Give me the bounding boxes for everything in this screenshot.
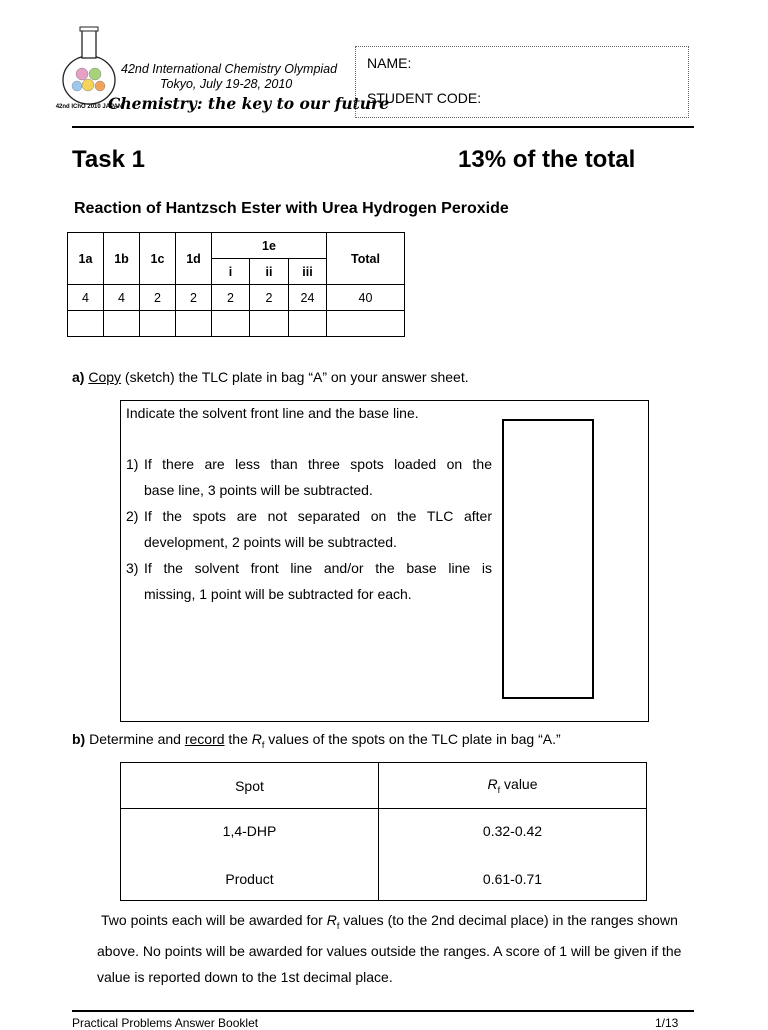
- score-points-total: 40: [327, 285, 405, 311]
- rf-col-spot-header: Spot: [121, 763, 379, 809]
- score-points: 4: [104, 285, 140, 311]
- part-a-instruction: [72, 369, 469, 385]
- task-percent: 13% of the total: [458, 146, 636, 173]
- score-entry-cell[interactable]: [104, 311, 140, 337]
- task-subtitle: Reaction of Hantzsch Ester with Urea Hydrogen Peroxide: [74, 200, 509, 217]
- score-entry-cell[interactable]: [250, 311, 289, 337]
- score-subheader: i: [212, 259, 250, 285]
- rf-symbol: R: [487, 776, 498, 793]
- rule-text: If the spots are not separated on the TLC after: [144, 508, 492, 524]
- footer-rule: [72, 1010, 694, 1012]
- rf-symbol: R: [251, 731, 262, 747]
- rule-text: If the solvent front line and/or the base line is: [144, 560, 492, 576]
- header-slogan: Chemistry: the key to our future: [108, 94, 390, 113]
- part-b-text: Determine and: [85, 731, 185, 747]
- note-text: values (to the 2nd decimal place) in the ranges shown above. No points will be awarded for values outside the ranges. A score of 1 will be given if the value is reported down to the 1st decimal place.: [97, 912, 682, 985]
- rf-table: [120, 762, 647, 901]
- rf-value: 0.32-0.42: [482, 822, 543, 839]
- name-label: NAME:: [367, 55, 412, 71]
- footer-booklet-title: Practical Problems Answer Booklet: [72, 1016, 259, 1030]
- part-a-verb: Copy: [88, 369, 122, 385]
- score-entry-cell[interactable]: [327, 311, 405, 337]
- score-subheader: iii: [289, 259, 327, 285]
- part-b-label: b): [72, 731, 86, 747]
- score-points: 2: [140, 285, 176, 311]
- rf-symbol: R: [326, 912, 337, 928]
- score-points: 2: [212, 285, 250, 311]
- part-b-text: values of the spots on the TLC plate in bag “A.”: [264, 731, 561, 747]
- header-olympiad-name: 42nd International Chemistry Olympiad: [121, 62, 338, 76]
- rule-number: 1): [126, 456, 139, 472]
- rf-subscript: f: [497, 784, 501, 795]
- rule-text: base line, 3 points will be subtracted.: [144, 482, 373, 498]
- score-entry-cell[interactable]: [68, 311, 104, 337]
- score-entry-cell[interactable]: [212, 311, 250, 337]
- tlc-plate-drawing-area[interactable]: [502, 419, 594, 699]
- score-total-header: Total: [327, 233, 405, 285]
- part-b-verb: record: [184, 731, 225, 747]
- score-header: 1d: [176, 233, 212, 285]
- part-a-label: a): [72, 369, 85, 385]
- score-group-header: 1e: [212, 233, 327, 259]
- score-points: 2: [250, 285, 289, 311]
- rule-text: development, 2 points will be subtracted.: [144, 534, 397, 550]
- rule-text: missing, 1 point will be subtracted for each.: [144, 586, 412, 602]
- score-points: 24: [289, 285, 327, 311]
- part-b-instruction: [72, 731, 561, 750]
- scoring-note: [97, 908, 697, 990]
- score-table: [67, 232, 405, 337]
- rf-col-value-header: [379, 763, 647, 809]
- rf-value: 0.61-0.71: [482, 870, 543, 887]
- task-title: Task 1: [72, 146, 145, 173]
- score-header: 1a: [68, 233, 104, 285]
- rule-number: 2): [126, 508, 139, 524]
- rf-row-values[interactable]: [379, 809, 647, 901]
- spot-name: Product: [225, 870, 274, 887]
- score-header: 1c: [140, 233, 176, 285]
- footer-page-number: 1/13: [655, 1016, 679, 1030]
- rule-number: 3): [126, 560, 139, 576]
- note-text: Two points each will be awarded for: [101, 912, 327, 928]
- header-rule: [72, 126, 694, 128]
- student-code-label: STUDENT CODE:: [367, 90, 482, 106]
- score-subheader: ii: [250, 259, 289, 285]
- spot-name: 1,4-DHP: [222, 822, 277, 839]
- part-b-text: the: [224, 731, 252, 747]
- rule-text: If there are less than three spots loaded on the: [144, 456, 492, 472]
- name-code-box[interactable]: [355, 46, 689, 118]
- score-points: 2: [176, 285, 212, 311]
- rf-header-text: value: [500, 776, 538, 793]
- score-points: 4: [68, 285, 104, 311]
- rf-row-spots: [121, 809, 379, 901]
- part-a-text: (sketch) the TLC plate in bag “A” on your answer sheet.: [121, 369, 469, 385]
- score-entry-cell[interactable]: [176, 311, 212, 337]
- logo-text: 42nd IChO 2010 JAPAN: [55, 104, 123, 110]
- header-location-date: Tokyo, July 19-28, 2010: [160, 77, 293, 91]
- box-intro: Indicate the solvent front line and the base line.: [126, 405, 419, 421]
- rf-subscript: f: [336, 920, 340, 931]
- score-entry-cell[interactable]: [140, 311, 176, 337]
- rf-subscript: f: [261, 739, 265, 750]
- score-header: 1b: [104, 233, 140, 285]
- score-entry-cell[interactable]: [289, 311, 327, 337]
